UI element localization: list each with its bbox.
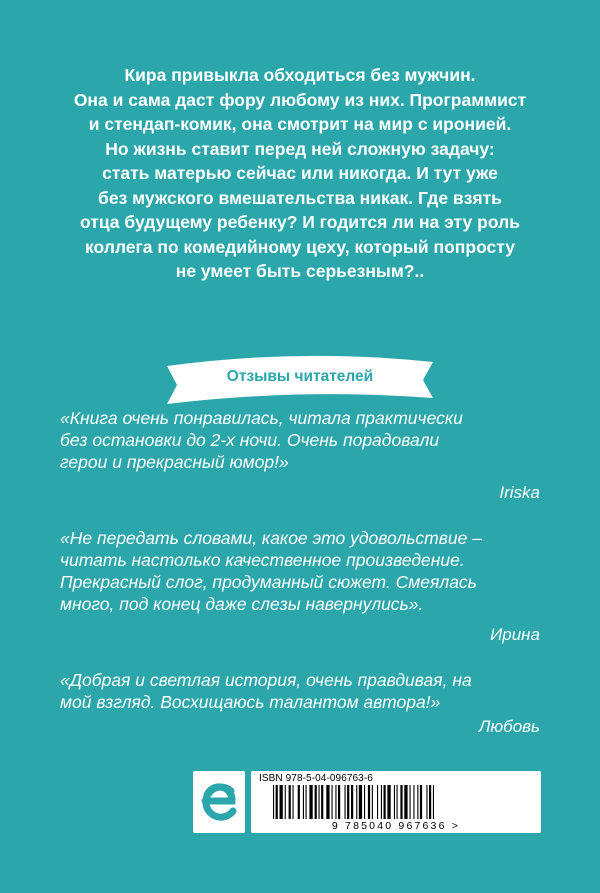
- review-line: герои и прекрасный юмор!»: [60, 452, 289, 472]
- barcode-bar: [332, 785, 333, 819]
- blurb-line: не умеет быть серьезным?..: [175, 261, 425, 281]
- blurb-line: без мужского вмешательства никак. Где взять: [98, 187, 502, 208]
- review-author-3: Любовь: [478, 717, 540, 736]
- barcode-bar: [381, 785, 382, 819]
- barcode-bar: [347, 785, 349, 819]
- barcode-bar: [335, 785, 336, 819]
- review-3: [60, 669, 540, 713]
- barcode-bar: [289, 785, 291, 819]
- barcode-bar: [364, 785, 365, 819]
- barcode-bar: [359, 785, 362, 819]
- blurb-line: Она и сама даст фору любому из них. Программист: [73, 89, 527, 110]
- review-line: «Не передать словами, какое это удовольствие –: [60, 528, 482, 548]
- blurb-line: стать матерью сейчас или никогда. И тут уже: [102, 163, 498, 183]
- barcode-bar: [319, 785, 320, 819]
- barcode-bar: [377, 785, 378, 819]
- barcode-bar: [351, 785, 353, 819]
- barcode-bar: [400, 785, 402, 819]
- isbn-label: ISBN 978-5-04-096763-6: [259, 773, 373, 784]
- blurb: [60, 63, 540, 284]
- barcode-bar: [306, 785, 307, 819]
- review-line: читать настолько качественное произведение.: [60, 550, 465, 570]
- review-line: «Книга очень понравилась, читала практически: [60, 408, 463, 428]
- barcode-bar: [420, 785, 422, 819]
- reviews-heading: Отзывы читателей: [226, 368, 374, 385]
- review-author-2: Ирина: [490, 625, 540, 644]
- blurb-line: коллега по комедийному цеху, который попросту: [84, 236, 515, 257]
- barcode-bar: [368, 785, 370, 819]
- barcode-bar: [404, 785, 407, 819]
- barcode-bar: [384, 785, 386, 819]
- barcode-bar: [315, 785, 317, 819]
- barcode-bar: [276, 785, 278, 819]
- blurb-line: Но жизнь ставит перед ней сложную задачу:: [105, 138, 495, 159]
- barcode-bar: [394, 785, 395, 819]
- barcode-bar: [417, 785, 418, 819]
- barcode-bar: [410, 785, 411, 819]
- barcode-bar: [273, 785, 274, 819]
- barcode-bar: [345, 785, 346, 819]
- barcode-bar: [426, 785, 427, 819]
- barcode-bar: [298, 785, 300, 819]
- review-1: [60, 407, 540, 473]
- barcode: [251, 771, 541, 833]
- review-line: много, под конец даже слезы навернулись».: [60, 594, 424, 614]
- barcode-bar: [309, 785, 312, 819]
- reviews-banner: [165, 352, 435, 406]
- review-2: [60, 527, 540, 615]
- barcode-bar: [356, 785, 357, 819]
- review-line: Прекрасный слог, продуманный сюжет. Смеялась: [60, 572, 477, 592]
- barcode-bar: [321, 785, 323, 819]
- blurb-line: отца будущему ребенку? И годится ли на эту роль: [80, 212, 520, 232]
- barcode-bars: [255, 785, 537, 819]
- review-line: «Добрая и светлая история, очень правдивая, на: [60, 670, 472, 690]
- barcode-bar: [387, 785, 390, 819]
- publisher-e-logo-icon: [193, 771, 245, 833]
- barcode-bar: [280, 785, 283, 819]
- review-line: без остановки до 2-х ночи. Очень порадовали: [60, 430, 440, 450]
- barcode-bar: [397, 785, 398, 819]
- barcode-bar: [413, 785, 414, 819]
- blurb-line: и стендап-комик, она смотрит на мир с иронией.: [88, 114, 512, 134]
- barcode-bar: [429, 785, 431, 819]
- review-author-1: Iriska: [499, 483, 540, 502]
- barcode-bar: [285, 785, 286, 819]
- barcode-bar: [326, 785, 329, 819]
- review-line: мой взгляд. Восхищаюсь талантом автора!»: [60, 692, 441, 712]
- blurb-line: Кира привыкла обходиться без мужчин.: [124, 65, 476, 85]
- barcode-bar: [293, 785, 294, 819]
- barcode-bar: [338, 785, 340, 819]
- barcode-bar: [433, 785, 434, 819]
- barcode-digits: 9 785040 967636 >: [331, 820, 461, 832]
- barcode-bar: [303, 785, 304, 819]
- barcode-bar: [372, 785, 373, 819]
